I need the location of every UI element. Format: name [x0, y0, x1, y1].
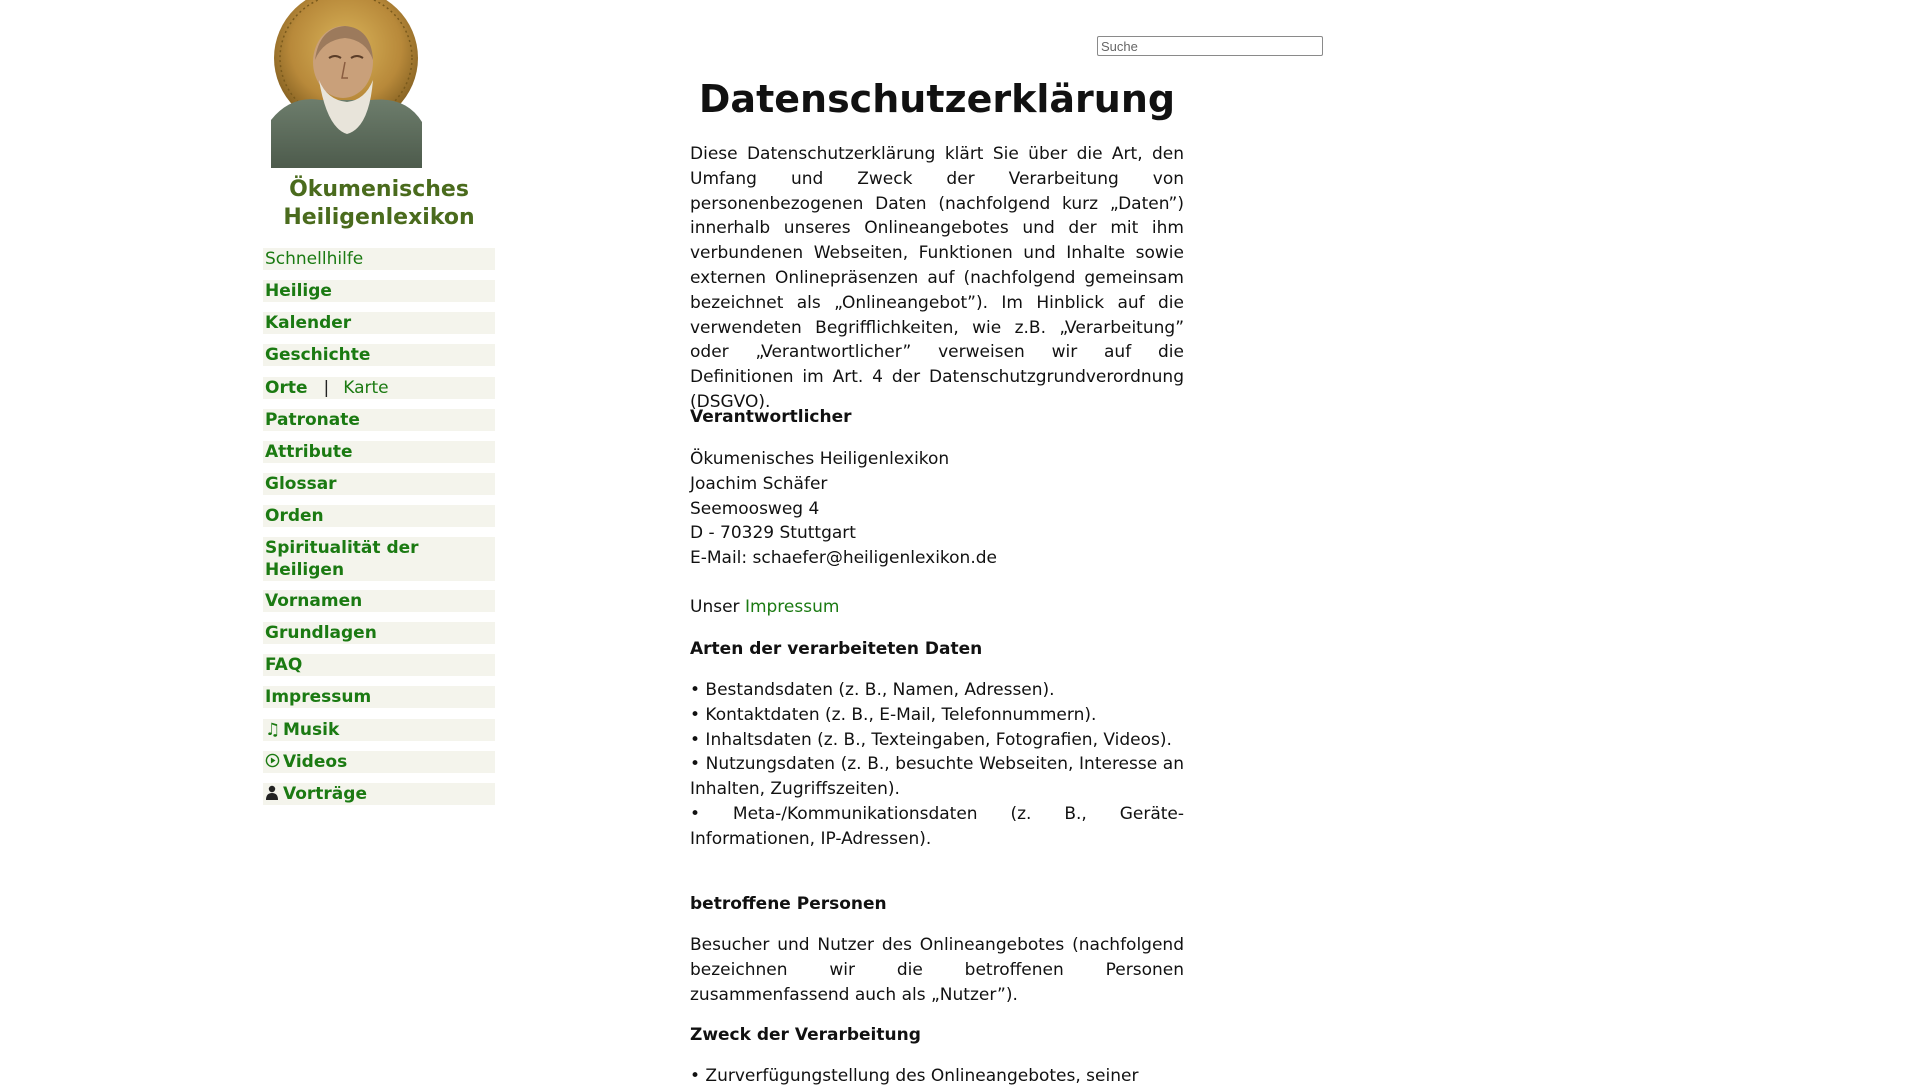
site-title[interactable]: [263, 176, 495, 232]
section-heading-purpose: Zweck der Verarbeitung: [690, 1025, 921, 1045]
persons-paragraph: Besucher und Nutzer des Onlineangebotes (nachfolgend bezeichnen wir die betroffenen Personen zusammenfassend auch als „Nutzer”).: [690, 935, 1184, 1005]
nav-kalender[interactable]: Kalender: [263, 312, 495, 334]
nav-grundlagen[interactable]: Grundlagen: [263, 622, 495, 644]
nav-schnellhilfe[interactable]: Schnellhilfe: [263, 248, 495, 270]
person-icon: [265, 783, 283, 805]
nav-glossar[interactable]: Glossar: [263, 473, 495, 495]
nav-vortraege-label: Vorträge: [283, 784, 367, 804]
saint-portrait-logo[interactable]: [271, 0, 422, 168]
list-item: • Zurverfügungstellung des Onlineangebotes, seiner: [690, 1066, 1139, 1086]
list-item: • Inhaltsdaten (z. B., Texteingaben, Fotografien, Videos).: [690, 729, 1172, 750]
music-note-icon: ♫: [265, 720, 281, 740]
nav-videos-label: Videos: [283, 752, 348, 772]
nav-musik-label: Musik: [283, 720, 340, 740]
nav-vornamen[interactable]: Vornamen: [263, 590, 495, 612]
impressum-link[interactable]: Impressum: [744, 597, 840, 617]
nav-patronate[interactable]: Patronate: [263, 409, 495, 431]
section-heading-persons: betroffene Personen: [690, 894, 887, 914]
nav-vortraege[interactable]: [263, 783, 495, 805]
address-line: Ökumenisches Heiligenlexikon: [690, 449, 950, 469]
nav-spiritualitaet[interactable]: [263, 537, 495, 581]
nav-orte-row: [263, 377, 495, 399]
nav-faq[interactable]: FAQ: [263, 654, 495, 676]
list-item: • Kontaktdaten (z. B., E-Mail, Telefonnummern).: [690, 704, 1097, 725]
section-heading-responsible: Verantwortlicher: [690, 407, 852, 427]
address-block: [690, 447, 1184, 571]
imprint-line: [690, 595, 1184, 620]
nav-separator: |: [323, 378, 330, 398]
nav-spiritualitaet-line1: Spiritualität der: [265, 538, 419, 558]
section-heading-data-types: Arten der verarbeiteten Daten: [690, 639, 983, 659]
email-line: E-Mail: schaefer@heiligenlexikon.de: [690, 548, 997, 569]
nav-attribute[interactable]: Attribute: [263, 441, 495, 463]
address-line: Joachim Schäfer: [690, 473, 828, 494]
nav-orte[interactable]: Orte: [265, 378, 308, 398]
intro-paragraph: Diese Datenschutzerklärung klärt Sie über die Art, den Umfang und Zweck der Verarbeitung von personenbezogenen Daten (nachfolgend kurz „Daten”) innerhalb unseres Onlineangebotes und der mit ihm verbundenen Webseiten, Funktionen und Inhalte sowie externen Onlinepräsenzen auf (nachfolgend gemeinsam bezeichnet als „Onlineangebot”). Im Hinblick auf die verwendeten Begrifflichkeiten, wie z.B. „Verarbeitung” oder „Verantwortlicher” verweisen wir auf die Definitionen im Art. 4 der Datenschutzgrundverordnung (DSGVO).: [690, 144, 1184, 412]
data-types-list: [690, 678, 1184, 852]
list-item: • Bestandsdaten (z. B., Namen, Adressen).: [690, 680, 1055, 700]
nav-spiritualitaet-line2: Heiligen: [265, 560, 345, 580]
nav-geschichte[interactable]: Geschichte: [263, 344, 495, 366]
address-line: D - 70329 Stuttgart: [690, 523, 856, 544]
address-line: Seemoosweg 4: [690, 498, 820, 519]
imprint-prefix: Unser: [690, 597, 740, 617]
main-content: [690, 76, 1184, 1086]
nav-heilige[interactable]: Heilige: [263, 280, 495, 302]
nav-videos[interactable]: [263, 751, 495, 773]
nav-musik[interactable]: [263, 719, 495, 741]
list-item: • Meta-/Kommunikationsdaten (z. B., Geräte-Informationen, IP-Adressen).: [690, 803, 1184, 849]
site-title-line2: Heiligenlexikon: [283, 205, 475, 230]
page-title: Datenschutzerklärung: [698, 77, 1176, 121]
play-circle-icon: [265, 751, 283, 773]
list-item: • Nutzungsdaten (z. B., besuchte Webseiten, Interesse an Inhalten, Zugriffszeiten).: [690, 754, 1184, 800]
nav-orden[interactable]: Orden: [263, 505, 495, 527]
nav-impressum[interactable]: Impressum: [263, 686, 495, 708]
search-input[interactable]: [1097, 36, 1323, 56]
nav-karte[interactable]: Karte: [343, 378, 389, 398]
site-title-line1: Ökumenisches: [289, 177, 469, 202]
